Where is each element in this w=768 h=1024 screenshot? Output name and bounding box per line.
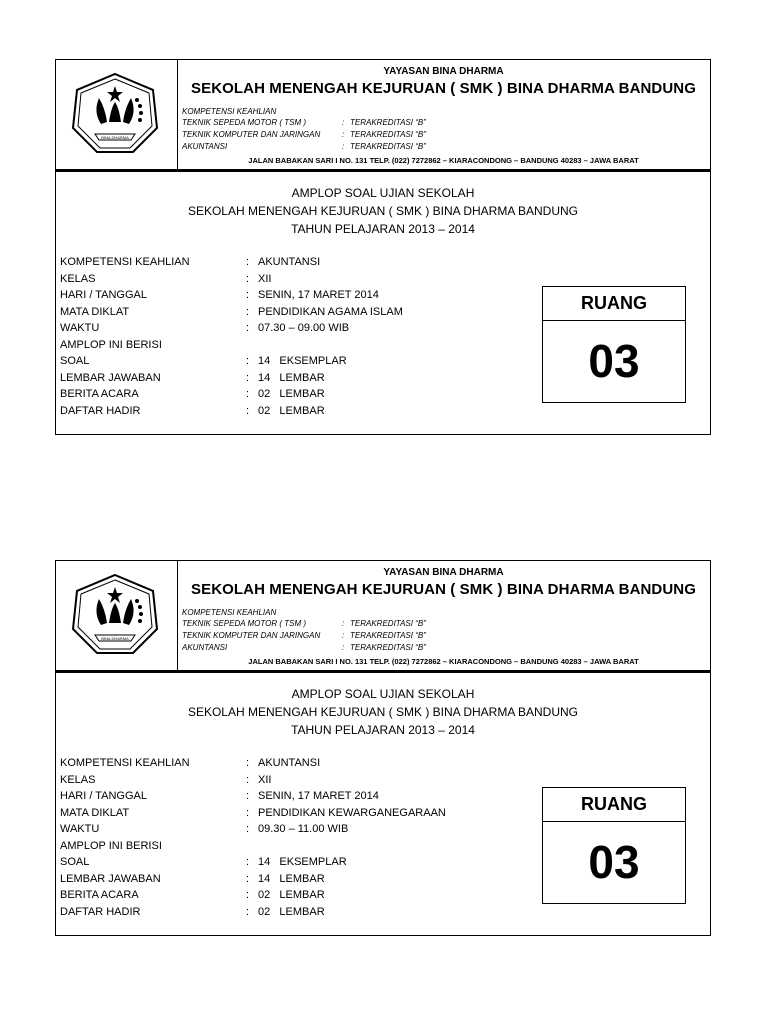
envelope-titles (56, 184, 710, 238)
competence-row (182, 619, 582, 630)
competence-heading: KOMPETENSI KEAHLIAN (182, 107, 277, 116)
colon: : (246, 889, 250, 901)
accreditation-status: TERAKREDITASI “B” (350, 118, 426, 127)
info-label: WAKTU (60, 322, 100, 334)
info-value: PENDIDIKAN KEWARGANEGARAAN (258, 806, 446, 819)
competence-name: TEKNIK KOMPUTER DAN JARINGAN (182, 631, 321, 640)
colon: : (246, 905, 250, 918)
exam-envelope-card (55, 560, 711, 936)
accreditation-status: TERAKREDITASI “B” (350, 631, 426, 640)
info-value: PENDIDIKAN AGAMA ISLAM (258, 305, 403, 318)
colon: : (246, 388, 250, 400)
envelope-title-line: AMPLOP SOAL UJIAN SEKOLAH (291, 687, 475, 701)
info-row (60, 304, 530, 320)
info-label: KOMPETENSI KEAHLIAN (60, 757, 190, 769)
competence-name: AKUNTANSI (182, 142, 228, 151)
school-address: JALAN BABAKAN SARI I NO. 131 TELP. (022) 7272862 – KIARACONDONG – BANDUNG 40283 – JAWA BARAT (248, 657, 639, 666)
colon: : (246, 371, 250, 384)
colon: : (342, 631, 345, 640)
info-value: 14 LEMBAR (258, 371, 325, 384)
info-value: 02 LEMBAR (258, 905, 325, 918)
colon: : (342, 142, 345, 151)
envelope-title-line: SEKOLAH MENENGAH KEJURUAN ( SMK ) BINA DHARMA BANDUNG (187, 204, 579, 218)
school-letterhead (56, 60, 710, 172)
accreditation-status: TERAKREDITASI “B” (350, 619, 426, 628)
colon: : (246, 322, 250, 334)
info-value: 02 LEMBAR (258, 404, 325, 417)
colon: : (342, 118, 345, 127)
accreditation-status: TERAKREDITASI “B” (350, 643, 426, 652)
info-value: SENIN, 17 MARET 2014 (258, 289, 379, 301)
header-divider (56, 670, 710, 673)
school-name: SEKOLAH MENENGAH KEJURUAN ( SMK ) BINA DHARMA BANDUNG (190, 80, 697, 97)
colon: : (342, 619, 345, 628)
colon: : (246, 823, 250, 835)
info-row (60, 904, 530, 920)
envelope-titles (56, 685, 710, 739)
info-row (60, 871, 530, 887)
info-row (60, 254, 530, 270)
accreditation-status: TERAKREDITASI “B” (350, 142, 426, 151)
info-value: AKUNTANSI (258, 256, 321, 268)
accreditation-status: TERAKREDITASI “B” (350, 130, 426, 139)
colon: : (246, 790, 250, 802)
info-row (60, 353, 530, 369)
logo-cell (56, 561, 178, 671)
info-row (60, 386, 530, 402)
info-label: HARI / TANGGAL (60, 289, 148, 301)
info-label: SOAL (60, 856, 90, 868)
competence-heading: KOMPETENSI KEAHLIAN (182, 608, 277, 617)
info-row (60, 838, 530, 854)
info-row (60, 887, 530, 903)
school-name: SEKOLAH MENENGAH KEJURUAN ( SMK ) BINA DHARMA BANDUNG (190, 581, 697, 598)
envelope-title-line: TAHUN PELAJARAN 2013 – 2014 (291, 723, 475, 737)
info-row (60, 271, 530, 287)
info-value: 07.30 – 09.00 WIB (258, 322, 350, 334)
competence-row (182, 643, 582, 654)
info-value: 02 LEMBAR (258, 388, 325, 400)
header-divider (56, 169, 710, 172)
colon: : (246, 272, 250, 285)
logo-text: BINA DHARMA (101, 135, 129, 140)
exam-envelope-card (55, 59, 711, 435)
room-number: 03 (588, 836, 640, 888)
info-value: SENIN, 17 MARET 2014 (258, 790, 379, 802)
info-label: DAFTAR HADIR (60, 905, 141, 918)
colon: : (246, 856, 250, 868)
room-label: RUANG (543, 287, 685, 321)
envelope-title-line: SEKOLAH MENENGAH KEJURUAN ( SMK ) BINA DHARMA BANDUNG (187, 705, 579, 719)
info-label: LEMBAR JAWABAN (60, 872, 161, 885)
info-label: BERITA ACARA (60, 889, 139, 901)
info-label: MATA DIKLAT (60, 305, 130, 318)
colon: : (246, 757, 250, 769)
room-number: 03 (588, 335, 640, 387)
info-label: SOAL (60, 355, 90, 367)
colon: : (342, 643, 345, 652)
logo-text: BINA DHARMA (101, 636, 129, 641)
info-label: MATA DIKLAT (60, 806, 130, 819)
room-box (542, 286, 686, 403)
school-address: JALAN BABAKAN SARI I NO. 131 TELP. (022) 7272862 – KIARACONDONG – BANDUNG 40283 – JAWA BARAT (248, 156, 639, 165)
competence-row (182, 142, 582, 153)
colon: : (246, 256, 250, 268)
info-label: LEMBAR JAWABAN (60, 371, 161, 384)
info-label: KELAS (60, 272, 96, 285)
colon: : (246, 872, 250, 885)
competence-name: TEKNIK KOMPUTER DAN JARINGAN (182, 130, 321, 139)
colon: : (246, 355, 250, 367)
info-row (60, 755, 530, 771)
room-box (542, 787, 686, 904)
info-label: HARI / TANGGAL (60, 790, 148, 802)
info-row (60, 403, 530, 419)
foundation-name: YAYASAN BINA DHARMA (383, 567, 504, 578)
school-logo-icon (71, 573, 159, 657)
envelope-title-line: TAHUN PELAJARAN 2013 – 2014 (291, 222, 475, 236)
competence-name: TEKNIK SEPEDA MOTOR ( TSM ) (182, 619, 307, 628)
info-row (60, 788, 530, 804)
info-label: WAKTU (60, 823, 100, 835)
info-row (60, 854, 530, 870)
info-value: 14 LEMBAR (258, 872, 325, 885)
colon: : (246, 289, 250, 301)
school-logo-icon (71, 72, 159, 156)
info-label: AMPLOP INI BERISI (60, 338, 162, 351)
info-row (60, 320, 530, 336)
info-value: XII (258, 272, 272, 285)
competence-name: TEKNIK SEPEDA MOTOR ( TSM ) (182, 118, 307, 127)
foundation-name: YAYASAN BINA DHARMA (383, 66, 504, 77)
competence-row (182, 130, 582, 141)
info-label: KELAS (60, 773, 96, 786)
info-row (60, 337, 530, 353)
info-value: AKUNTANSI (258, 757, 321, 769)
info-value: XII (258, 773, 272, 786)
colon: : (246, 305, 250, 318)
colon: : (246, 806, 250, 819)
info-value: 09.30 – 11.00 WIB (258, 823, 349, 835)
info-label: AMPLOP INI BERISI (60, 839, 162, 852)
colon: : (246, 404, 250, 417)
info-label: BERITA ACARA (60, 388, 139, 400)
info-label: KOMPETENSI KEAHLIAN (60, 256, 190, 268)
info-row (60, 772, 530, 788)
colon: : (342, 130, 345, 139)
info-row (60, 821, 530, 837)
competence-row (182, 118, 582, 129)
info-row (60, 805, 530, 821)
info-value: 02 LEMBAR (258, 889, 325, 901)
envelope-title-line: AMPLOP SOAL UJIAN SEKOLAH (291, 186, 475, 200)
school-letterhead (56, 561, 710, 673)
competence-row (182, 631, 582, 642)
room-label: RUANG (543, 788, 685, 822)
competence-name: AKUNTANSI (182, 643, 228, 652)
info-value: 14 EKSEMPLAR (258, 856, 347, 868)
colon: : (246, 773, 250, 786)
info-row (60, 370, 530, 386)
info-value: 14 EKSEMPLAR (258, 355, 347, 367)
info-label: DAFTAR HADIR (60, 404, 141, 417)
logo-cell (56, 60, 178, 170)
info-row (60, 287, 530, 303)
